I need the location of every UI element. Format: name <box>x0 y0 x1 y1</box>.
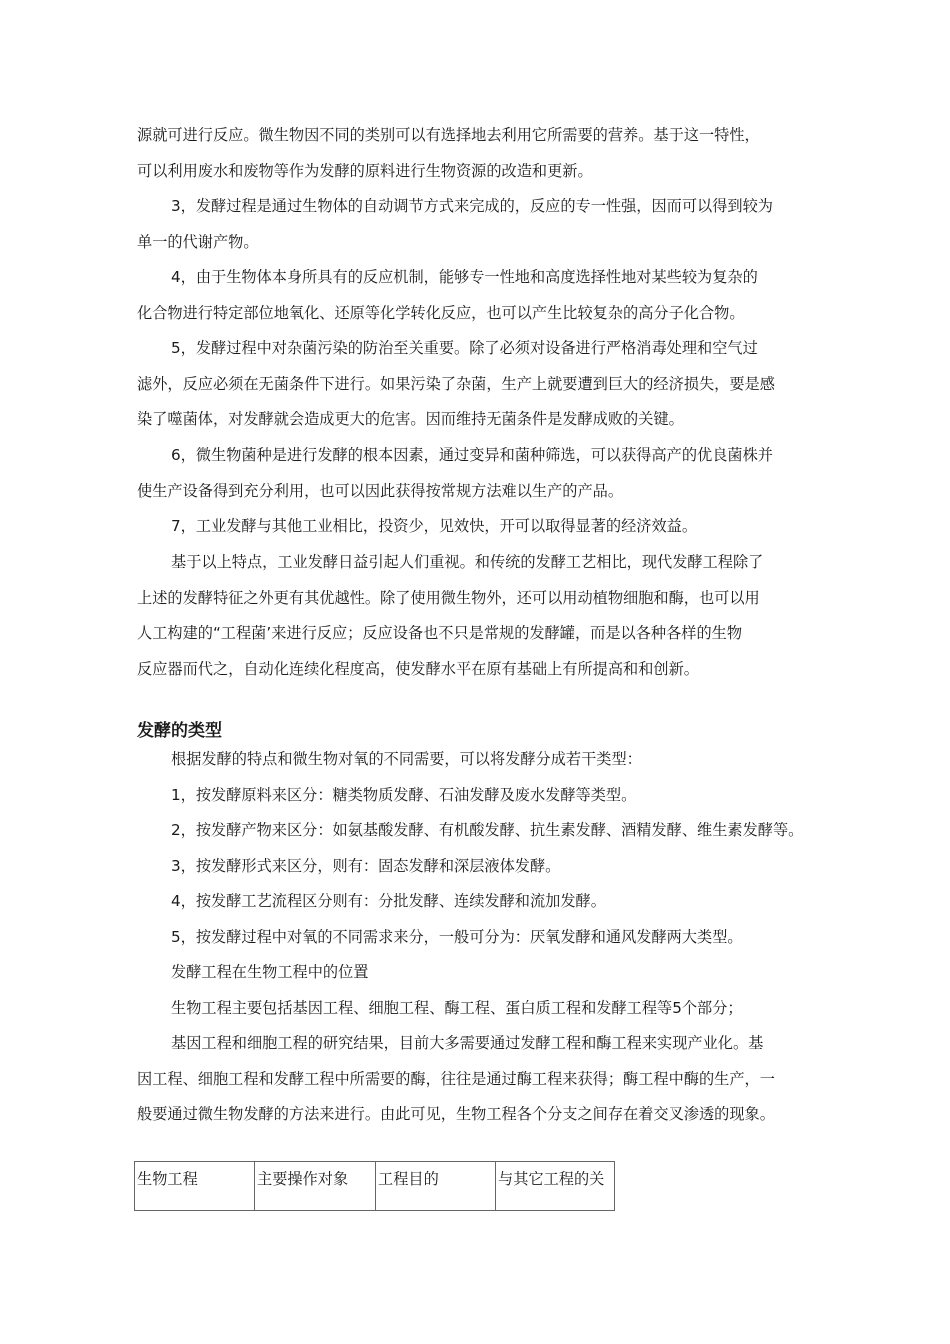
paragraph-point-6 <box>137 438 827 509</box>
table-header-cell: 工程目的 <box>376 1162 496 1211</box>
section-heading: 发酵的类型 <box>137 721 222 741</box>
list-item: 2，按发酵产物来区分：如氨基酸发酵、有机酸发酵、抗生素发酵、酒精发酵、维生素发酵等。 <box>171 821 804 839</box>
text-line: 化合物进行特定部位地氧化、还原等化学转化反应，也可以产生比较复杂的高分子化合物。 <box>137 303 745 322</box>
paragraph-summary <box>137 545 827 687</box>
bioengineering-table <box>134 1161 615 1211</box>
list-item: 1，按发酵原料来区分：糖类物质发酵、石油发酵及废水发酵等类型。 <box>171 785 637 804</box>
list-item: 4，按发酵工艺流程区分则有：分批发酵、连续发酵和流加发酵。 <box>171 892 606 910</box>
text-line: 源就可进行反应。微生物因不同的类别可以有选择地去利用它所需要的营养。基于这一特性， <box>137 126 760 144</box>
table-header-cell: 与其它工程的关 <box>496 1162 615 1211</box>
text-line: 可以利用废水和废物等作为发酵的原料进行生物资源的改造和更新。 <box>137 161 593 180</box>
list-item: 3，按发酵形式来区分，则有：固态发酵和深层液体发酵。 <box>171 856 561 875</box>
text-line: 3，发酵过程是通过生物体的自动调节方式来完成的，反应的专一性强，因而可以得到较为 <box>171 197 773 215</box>
paragraph-point-7 <box>137 509 827 545</box>
paragraph-point-5 <box>137 331 827 438</box>
text-line: 单一的代谢产物。 <box>137 232 259 251</box>
text-line: 使生产设备得到充分利用，也可以因此获得按常规方法难以生产的产品。 <box>137 481 623 500</box>
text-line: 基因工程和细胞工程的研究结果，目前大多需要通过发酵工程和酶工程来实现产业化。基 <box>171 1034 764 1052</box>
text-line: 7，工业发酵与其他工业相比，投资少，见效快，开可以取得显著的经济效益。 <box>171 517 698 535</box>
paragraph-point-3 <box>137 189 827 260</box>
fermentation-type-list <box>137 742 837 1026</box>
list-item: 发酵工程在生物工程中的位置 <box>171 963 369 981</box>
table-header-cell: 生物工程 <box>135 1162 255 1211</box>
list-item: 根据发酵的特点和微生物对氧的不同需要，可以将发酵分成若干类型： <box>171 750 642 768</box>
paragraph-nutrients <box>137 118 827 189</box>
paragraph-cross-discipline <box>137 1026 827 1133</box>
list-item: 5，按发酵过程中对氧的不同需求来分，一般可分为：厌氧发酵和通风发酵两大类型。 <box>171 927 743 946</box>
text-line: 5，发酵过程中对杂菌污染的防治至关重要。除了必须对设备进行严格消毒处理和空气过 <box>171 339 758 357</box>
text-line: 染了噬菌体，对发酵就会造成更大的危害。因而维持无菌条件是发酵成败的关键。 <box>137 410 684 428</box>
text-line: 基于以上特点，工业发酵日益引起人们重视。和传统的发酵工艺相比，现代发酵工程除了 <box>171 553 764 571</box>
text-line: 4，由于生物体本身所具有的反应机制，能够专一性地和高度选择性地对某些较为复杂的 <box>171 268 758 286</box>
paragraph-point-4 <box>137 260 827 331</box>
text-line: 上述的发酵特征之外更有其优越性。除了使用微生物外，还可以用动植物细胞和酶，也可以用 <box>137 588 760 607</box>
text-line: 因工程、细胞工程和发酵工程中所需要的酶，往往是通过酶工程来获得；酶工程中酶的生产，一 <box>137 1069 775 1088</box>
text-line: 人工构建的“工程菌’来进行反应；反应设备也不只是常规的发酵罐，而是以各种各样的生物 <box>137 624 743 642</box>
table-header-cell: 主要操作对象 <box>255 1162 376 1211</box>
table-header-row <box>135 1162 615 1211</box>
text-line: 滤外，反应必须在无菌条件下进行。如果污染了杂菌，生产上就要遭到巨大的经济损失，要是感 <box>137 374 775 393</box>
text-line: 般要通过微生物发酵的方法来进行。由此可见，生物工程各个分支之间存在着交叉渗透的现象。 <box>137 1105 775 1123</box>
text-line: 反应器而代之，自动化连续化程度高，使发酵水平在原有基础上有所提高和和创新。 <box>137 659 699 678</box>
list-item: 生物工程主要包括基因工程、细胞工程、酶工程、蛋白质工程和发酵工程等5个部分； <box>171 998 743 1017</box>
text-line: 6，微生物菌种是进行发酵的根本因素，通过变异和菌种筛选，可以获得高产的优良菌株并 <box>171 446 773 464</box>
